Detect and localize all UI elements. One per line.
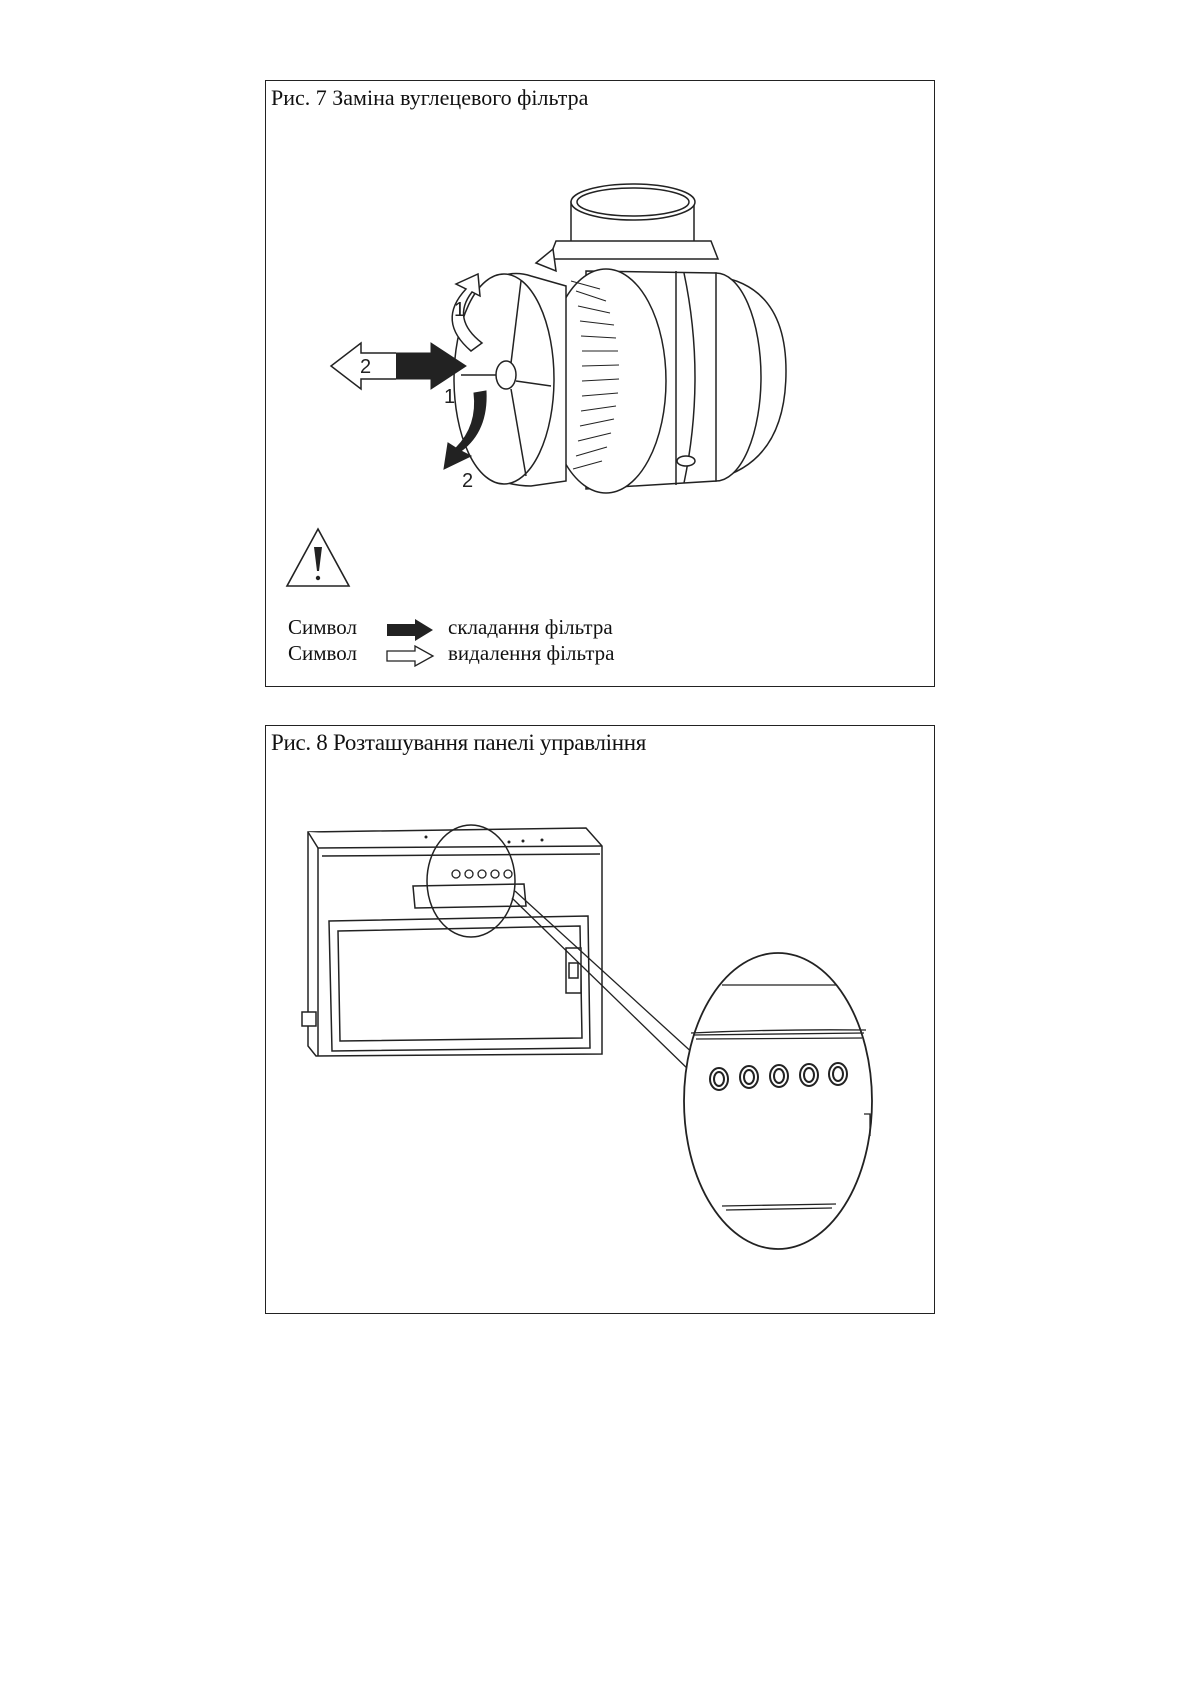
- step-label-push-in: 1: [444, 386, 456, 408]
- legend-description: видалення фільтра: [448, 641, 615, 665]
- figure-7-carbon-filter-replacement: [265, 80, 935, 687]
- legend-symbol-label: Символ: [288, 615, 358, 639]
- hood-control-panel-illustration: [266, 726, 936, 1315]
- warning-triangle-icon: [287, 529, 349, 586]
- figure-8-title: Рис. 8 Розташування панелі управління: [271, 730, 647, 755]
- step-label-rotate-out: 2: [462, 470, 474, 492]
- figure-8-control-panel-location: [265, 725, 935, 1314]
- step-label-pull-out: 2: [360, 356, 372, 378]
- legend-description: складання фільтра: [448, 615, 613, 639]
- outline-arrow-icon: [385, 645, 435, 667]
- filled-arrow-icon: [385, 619, 435, 641]
- step-label-rotate-in: 1: [454, 299, 466, 321]
- fan-filter-illustration: [266, 81, 936, 688]
- figure-7-title: Рис. 7 Заміна вуглецевого фільтра: [271, 85, 589, 110]
- legend-symbol-label: Символ: [288, 641, 358, 665]
